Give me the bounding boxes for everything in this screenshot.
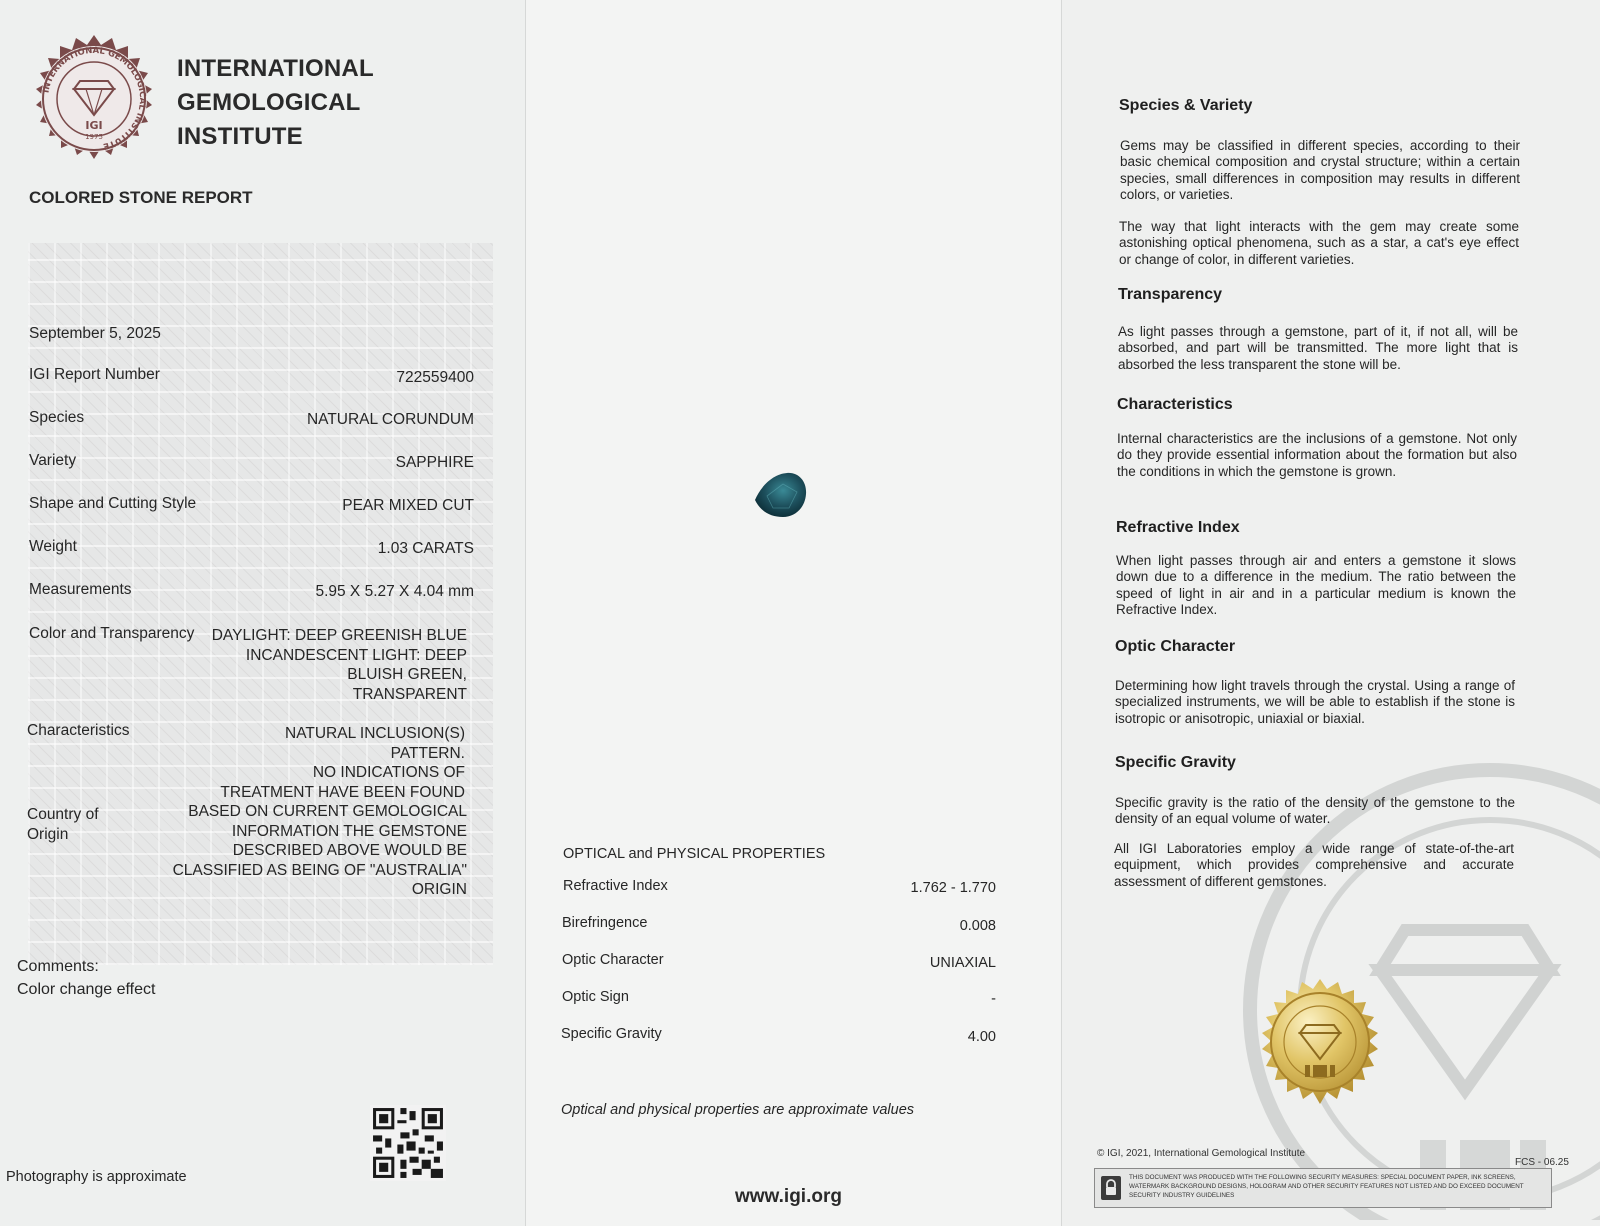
lock-icon — [1101, 1176, 1121, 1200]
seal-brand: IGI — [85, 119, 103, 132]
optic-character-label: Optic Character — [562, 952, 664, 968]
color-transparency-value — [212, 626, 467, 704]
copyright-text: © IGI, 2021, International Gemological Institute — [1097, 1148, 1306, 1159]
seal-ring-text: INTERNATIONAL GEMOLOGICAL INSTITUTE — [41, 45, 148, 152]
origin-line-2: INFORMATION THE GEMSTONE — [231, 822, 467, 840]
origin-value — [173, 802, 467, 900]
color-line-1: DAYLIGHT: DEEP GREENISH BLUE — [211, 627, 467, 644]
org-name-line-1: INTERNATIONAL — [177, 55, 374, 82]
report-title: COLORED STONE REPORT — [29, 188, 253, 207]
color-line-2: INCANDESCENT LIGHT: DEEP — [245, 646, 467, 664]
website-link[interactable]: www.igi.org — [735, 1186, 842, 1207]
characteristics-value — [220, 724, 465, 802]
variety-label: Variety — [29, 452, 77, 469]
color-transparency-label: Color and Transparency — [29, 625, 195, 642]
glossary-heading-species: Species & Variety — [1119, 97, 1253, 114]
glossary-text-transparency: As light passes through a gemstone, part of it, if not all, will be absorbed, and part will be transmitted. The more light that is absorbed the less transparent the stone will be. — [1118, 324, 1518, 372]
glossary-text-laboratories: All IGI Laboratories employ a wide range of state-of-the-art equipment, which provides comprehensive and accurate assessment of different gemstones. — [1114, 841, 1514, 889]
variety-value: SAPPHIRE — [395, 454, 474, 471]
optical-properties-title: OPTICAL and PHYSICAL PROPERTIES — [563, 846, 826, 862]
origin-line-3: DESCRIBED ABOVE WOULD BE — [232, 842, 467, 859]
origin-line-5: ORIGIN — [411, 881, 467, 898]
origin-label-line-1: Country of — [27, 806, 99, 823]
org-name-line-2: GEMOLOGICAL — [177, 89, 361, 116]
comments-value: Color change effect — [17, 981, 156, 998]
origin-line-1: BASED ON CURRENT GEMOLOGICAL — [188, 803, 467, 820]
optic-character-value: UNIAXIAL — [929, 955, 996, 971]
specific-gravity-value: 4.00 — [967, 1029, 996, 1045]
pear-gemstone-icon — [753, 470, 809, 520]
optic-sign-label: Optic Sign — [562, 989, 629, 1005]
report-date: September 5, 2025 — [29, 325, 161, 342]
glossary-heading-optic-character: Optic Character — [1115, 638, 1236, 655]
color-line-4: TRANSPARENT — [352, 685, 467, 703]
glossary-text-species-2: The way that light interacts with the gem may create some astonishing optical phenomena, such as a star, a cat's eye effect or change of color, in different varieties. — [1119, 219, 1519, 267]
measurements-label: Measurements — [29, 581, 132, 598]
seal-year: 1975 — [85, 133, 103, 141]
characteristics-label: Characteristics — [27, 722, 130, 739]
security-measures-box — [1094, 1168, 1552, 1208]
species-label: Species — [29, 409, 85, 426]
characteristics-line-3: NO INDICATIONS OF — [312, 764, 465, 781]
specific-gravity-label: Specific Gravity — [561, 1026, 662, 1042]
glossary-heading-refractive-index: Refractive Index — [1116, 519, 1240, 536]
gold-hologram-seal — [1253, 977, 1387, 1111]
glossary-heading-transparency: Transparency — [1118, 286, 1223, 303]
gold-seal-icon — [1253, 977, 1387, 1111]
qr-code-icon — [370, 1105, 446, 1181]
security-measures-text: THIS DOCUMENT WAS PRODUCED WITH THE FOLLOWING SECURITY MEASURES: SPECIAL DOCUMENT PAPER, INK SCREENS, WATERMARK BACKGROUND DESIGNS, HOLOGRAM AND OTHER SECURITY FEATURES NOT LISTED AND DO EXCEED DOCUMENT SECURITY INDUSTRY GUIDELINES — [1129, 1174, 1524, 1199]
glossary-text-optic-character: Determining how light travels through the crystal. Using a range of specialized instruments, we will be able to establish if the stone is isotropic or anisotropic, uniaxial or biaxial. — [1115, 678, 1515, 726]
origin-label-line-2: Origin — [27, 826, 69, 843]
characteristics-line-4: TREATMENT HAVE BEEN FOUND — [220, 783, 465, 801]
org-name-line-3: INSTITUTE — [177, 123, 303, 150]
glossary-text-specific-gravity: Specific gravity is the ratio of the density of the gemstone to the density of an equal volume of water. — [1115, 795, 1515, 827]
glossary-heading-specific-gravity: Specific Gravity — [1115, 754, 1236, 771]
igi-seal-logo — [28, 33, 160, 165]
characteristics-line-1: NATURAL INCLUSION(S) — [285, 725, 465, 742]
comments-section — [17, 955, 155, 1001]
glossary-text-refractive-index: When light passes through air and enters a gemstone it slows down due to a difference in the medium. The ratio between the speed of light in air and in a particular medium is known the Refractive Index. — [1116, 553, 1516, 618]
refractive-index-value: 1.762 - 1.770 — [910, 880, 996, 896]
origin-line-4: CLASSIFIED AS BEING OF "AUSTRALIA" — [172, 861, 467, 879]
birefringence-value: 0.008 — [959, 918, 996, 934]
refractive-index-label: Refractive Index — [563, 878, 668, 894]
glossary-heading-characteristics: Characteristics — [1117, 396, 1233, 413]
weight-label: Weight — [29, 538, 77, 555]
measurements-value: 5.95 X 5.27 X 4.04 mm — [315, 583, 474, 600]
shape-value: PEAR MIXED CUT — [342, 497, 474, 514]
shape-label: Shape and Cutting Style — [29, 495, 197, 512]
seal-icon — [28, 33, 160, 165]
color-line-3: BLUISH GREEN, — [347, 666, 467, 683]
optic-sign-value: - — [991, 991, 996, 1007]
photography-note: Photography is approximate — [6, 1169, 187, 1185]
form-code: FCS - 06.25 — [1515, 1157, 1569, 1168]
gemstone-photo — [753, 470, 809, 520]
properties-approximate-note: Optical and physical properties are approximate values — [561, 1102, 915, 1118]
birefringence-label: Birefringence — [562, 915, 648, 931]
characteristics-line-2: PATTERN. — [390, 744, 465, 762]
species-value: NATURAL CORUNDUM — [306, 411, 474, 428]
organization-name — [177, 52, 374, 154]
qr-code[interactable] — [370, 1105, 446, 1181]
origin-label — [27, 805, 99, 845]
weight-value: 1.03 CARATS — [377, 540, 474, 557]
glossary-text-characteristics: Internal characteristics are the inclusions of a gemstone. Not only do they provide essential information about the formation but also the conditions in which the gemstone is grown. — [1117, 431, 1517, 479]
glossary-text-species-1: Gems may be classified in different species, according to their basic chemical composition and crystal structure; within a certain species, small differences in composition may results in different colors, or varieties. — [1120, 138, 1520, 203]
report-number-value: 722559400 — [396, 369, 474, 386]
report-number-label: IGI Report Number — [29, 366, 160, 383]
comments-label: Comments: — [17, 958, 99, 975]
